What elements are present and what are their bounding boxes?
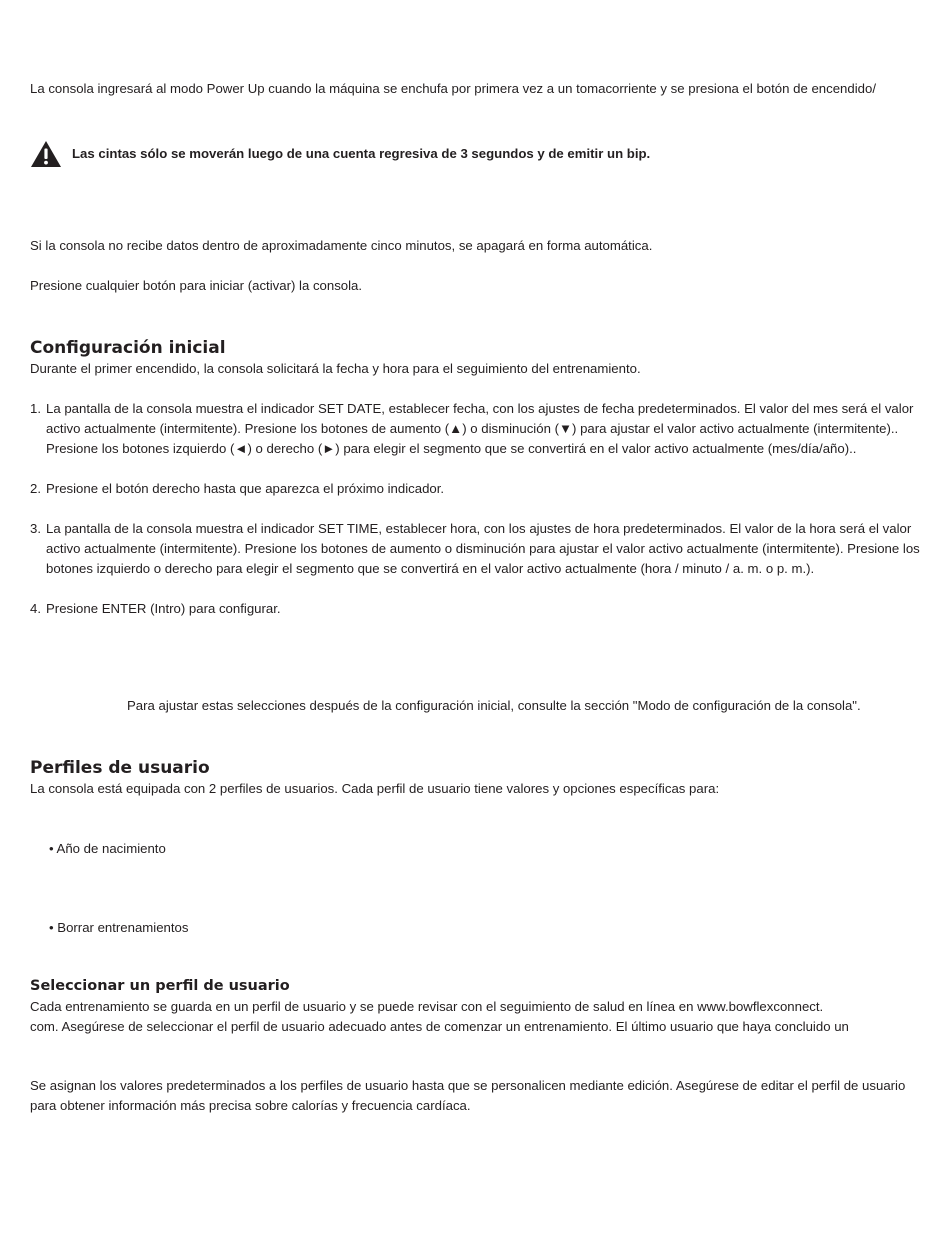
select-profile-heading: Seleccionar un perfil de usuario [30, 978, 290, 994]
step-number: 2. [30, 481, 41, 496]
config-steps-list [30, 399, 920, 619]
step-text: La pantalla de la consola muestra el indicador SET TIME, establecer hora, con los ajustes de hora predeterminados. El valor de la hora será el valor activo actualmente (intermitente). Presione los botones de aumento o disminución para ajustar el valor activo actualmente (intermitente). Presione los botones izquierdo o derecho para elegir el segmento que se convertirá en el valor activo actualmente (hora / minuto / a. m. o p. m.). [46, 521, 920, 576]
config-step [30, 399, 920, 459]
profiles-intro: La consola está equipada con 2 perfiles de usuarios. Cada perfil de usuario tiene valores y opciones específicas para: [30, 781, 720, 796]
step-text: Presione el botón derecho hasta que aparezca el próximo indicador. [46, 481, 445, 496]
warning-triangle-icon [30, 140, 62, 168]
power-up-text: La consola ingresará al modo Power Up cuando la máquina se enchufa por primera vez a un tomacorriente y se presiona el botón de encendido/ [30, 81, 876, 96]
config-step [30, 519, 920, 579]
profiles-heading: Perfiles de usuario [30, 758, 210, 778]
step-number: 1. [30, 401, 41, 416]
config-intro: Durante el primer encendido, la consola solicitará la fecha y hora para el seguimiento del entrenamiento. [30, 361, 641, 376]
step-text: La pantalla de la consola muestra el indicador SET DATE, establecer fecha, con los ajustes de fecha predeterminados. El valor del mes será el valor activo actualmente (intermitente). Presione los botones de aumento (▲) o disminución (▼) para ajustar el valor activo actualmente (intermitente).. Presione los botones izquierdo (◄) o derecho (►) para elegir el segmento que se convertirá en el valor activo actualmente (mes/día/año).. [46, 401, 914, 456]
warning-callout [30, 140, 650, 168]
select-profile-text-line-2: com. Asegúrese de seleccionar el perfil de usuario adecuado antes de comenzar un entrenamiento. El último usuario que haya concluido un [30, 1019, 849, 1034]
step-text: Presione ENTER (Intro) para configurar. [46, 601, 281, 616]
list-item: • Borrar entrenamientos [49, 920, 189, 935]
list-item: • Año de nacimiento [49, 841, 166, 856]
press-any-button-text: Presione cualquier botón para iniciar (activar) la consola. [30, 278, 363, 293]
config-step [30, 479, 920, 499]
config-note: Para ajustar estas selecciones después de la configuración inicial, consulte la sección "Modo de configuración de la consola". [127, 698, 861, 713]
auto-off-text: Si la consola no recibe datos dentro de aproximadamente cinco minutos, se apagará en forma automática. [30, 238, 653, 253]
defaults-text: Se asignan los valores predeterminados a los perfiles de usuario hasta que se personalicen mediante edición. Asegúrese de editar el perfil de usuario para obtener información más precisa sobre calorías y frecuencia cardíaca. [30, 1078, 906, 1113]
select-profile-text-line-1: Cada entrenamiento se guarda en un perfil de usuario y se puede revisar con el seguimiento de salud en línea en www.bowflexconnect. [30, 999, 824, 1014]
config-step [30, 599, 920, 619]
step-number: 4. [30, 601, 41, 616]
warning-text: Las cintas sólo se moverán luego de una cuenta regresiva de 3 segundos y de emitir un bip. [72, 146, 651, 161]
step-number: 3. [30, 521, 41, 536]
config-heading: Configuración inicial [30, 338, 226, 358]
